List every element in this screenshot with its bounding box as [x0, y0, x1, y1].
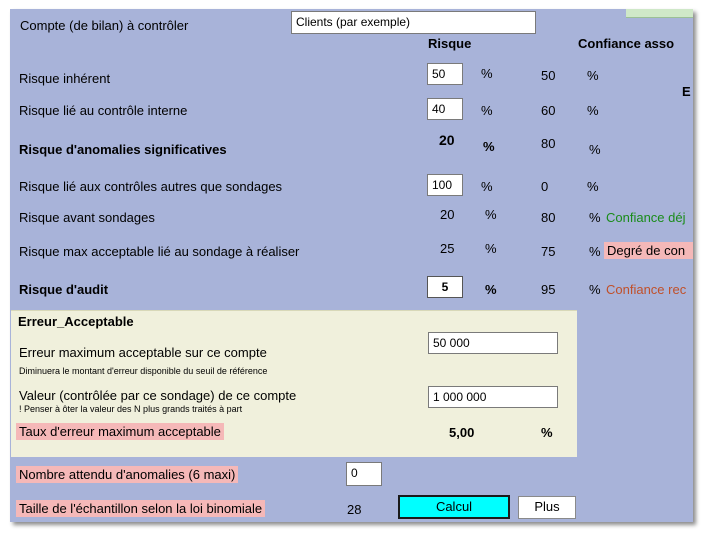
audit-risk-pct: %: [485, 282, 497, 297]
column-header-risk: Risque: [428, 36, 472, 51]
audit-note: Confiance rec: [606, 282, 687, 297]
max-acceptable-confidence-pct: %: [589, 244, 601, 259]
inherent-risk-input[interactable]: 50: [427, 63, 463, 85]
audit-confidence-pct: %: [589, 282, 601, 297]
expected-anomalies-input[interactable]: 0: [346, 462, 382, 486]
truncated-header: E: [682, 84, 691, 99]
max-error-rate-pct: %: [541, 425, 553, 440]
internal-control-risk-label: Risque lié au contrôle interne: [19, 103, 188, 118]
other-controls-confidence-pct: %: [587, 179, 599, 194]
before-sampling-risk-label: Risque avant sondages: [19, 210, 155, 225]
max-acceptable-risk-pct: %: [485, 241, 497, 256]
calcul-button[interactable]: Calcul: [398, 495, 510, 519]
inherent-confidence: 50: [541, 68, 556, 83]
max-acceptable-confidence: 75: [541, 244, 556, 259]
inherent-risk-pct: %: [481, 66, 493, 81]
sample-size-value: 28: [347, 502, 362, 517]
inherent-risk-label: Risque inhérent: [19, 71, 111, 86]
significant-risk-pct: %: [483, 139, 495, 154]
before-sampling-risk-pct: %: [485, 207, 497, 222]
account-value-label: Valeur (contrôlée par ce sondage) de ce compte: [19, 388, 297, 403]
other-controls-risk-pct: %: [481, 179, 493, 194]
form-window: [10, 9, 693, 522]
audit-risk-label: Risque d'audit: [19, 282, 109, 297]
max-error-input[interactable]: 50 000: [428, 332, 558, 354]
inherent-confidence-pct: %: [587, 68, 599, 83]
max-error-label: Erreur maximum acceptable sur ce compte: [19, 345, 267, 360]
internal-control-risk-input[interactable]: 40: [427, 98, 463, 120]
before-sampling-note: Confiance déj: [606, 210, 686, 225]
max-error-rate-label: Taux d'erreur maximum acceptable: [16, 423, 224, 440]
expected-anomalies-label: Nombre attendu d'anomalies (6 maxi): [16, 466, 238, 483]
internal-control-confidence: 60: [541, 103, 556, 118]
before-sampling-confidence-pct: %: [589, 210, 601, 225]
account-value-input[interactable]: 1 000 000: [428, 386, 558, 408]
max-acceptable-risk-label: Risque max acceptable lié au sondage à réaliser: [19, 244, 300, 259]
sample-size-label: Taille de l'échantillon selon la loi binomiale: [16, 500, 265, 517]
internal-control-risk-pct: %: [481, 103, 493, 118]
other-controls-confidence: 0: [541, 179, 549, 194]
top-right-tab[interactable]: [626, 9, 693, 18]
account-value-hint: ! Penser à ôter la valeur des N plus grands traités à part: [19, 404, 243, 414]
audit-risk-input[interactable]: 5: [427, 276, 463, 298]
account-label: Compte (de bilan) à contrôler: [20, 18, 189, 33]
significant-confidence-pct: %: [589, 142, 601, 157]
max-acceptable-note: Degré de con: [604, 242, 693, 259]
account-field[interactable]: Clients (par exemple): [291, 11, 536, 34]
before-sampling-confidence: 80: [541, 210, 556, 225]
other-controls-risk-label: Risque lié aux contrôles autres que sondages: [19, 179, 283, 194]
significant-risk-label: Risque d'anomalies significatives: [19, 142, 227, 157]
plus-button[interactable]: Plus: [518, 496, 576, 519]
column-header-confidence: Confiance asso: [578, 36, 675, 51]
significant-risk-value: 20: [439, 132, 455, 148]
other-controls-risk-input[interactable]: 100: [427, 174, 463, 196]
max-error-rate-value: 5,00: [449, 425, 475, 440]
before-sampling-risk-value: 20: [440, 207, 455, 222]
significant-confidence: 80: [541, 136, 556, 151]
audit-confidence: 95: [541, 282, 556, 297]
acceptable-error-panel: [11, 310, 577, 457]
max-error-hint: Diminuera le montant d'erreur disponible du seuil de référence: [19, 366, 268, 376]
internal-control-confidence-pct: %: [587, 103, 599, 118]
max-acceptable-risk-value: 25: [440, 241, 455, 256]
panel-title: Erreur_Acceptable: [18, 314, 134, 329]
